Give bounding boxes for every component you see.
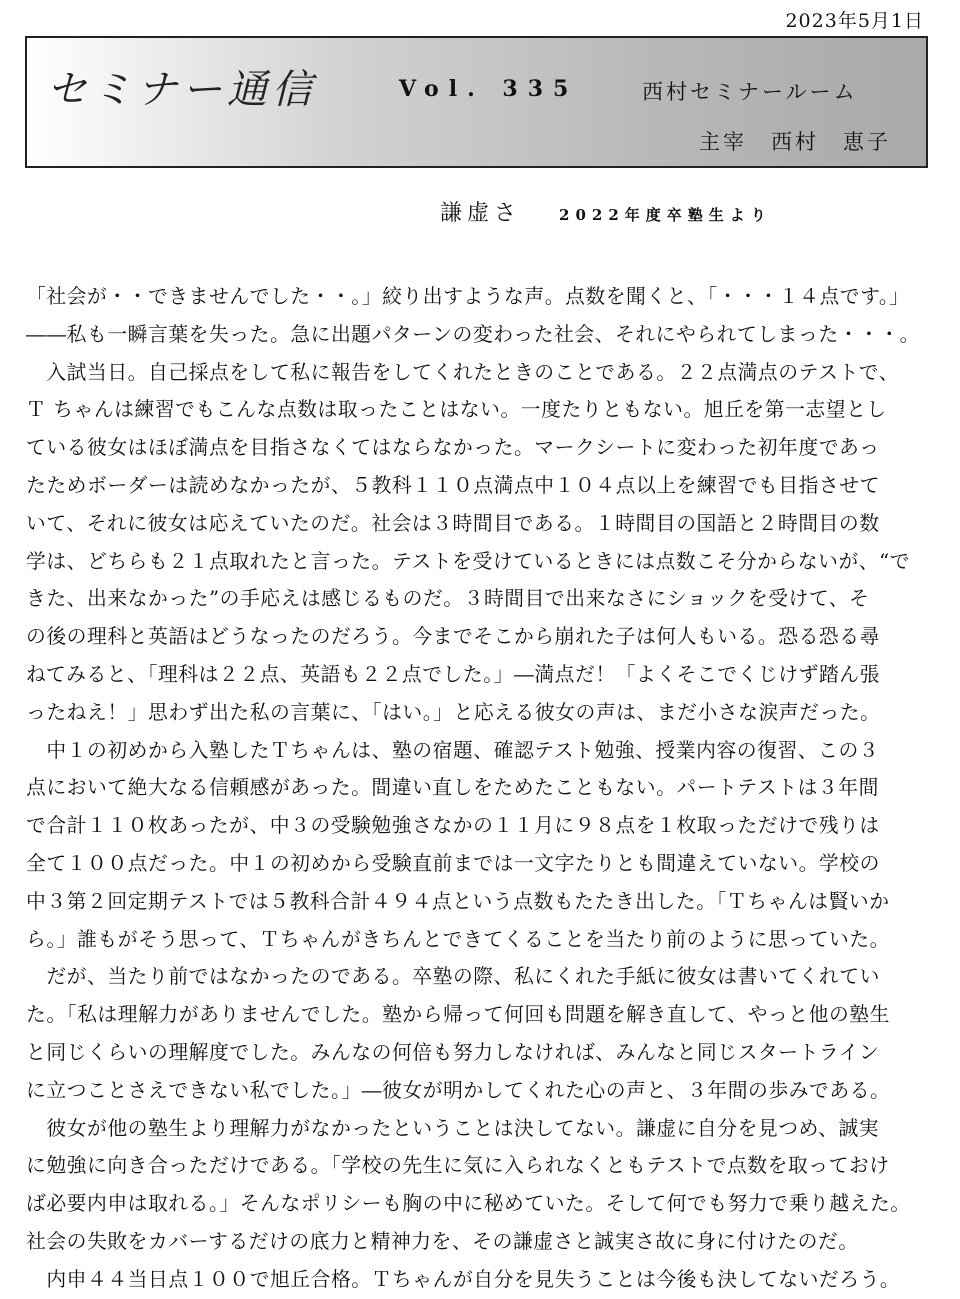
article-body <box>26 278 930 1299</box>
text-line: 中３第２回定期テストでは５教科合計４９４点という点数もたたき出した。「Ｔちゃんは賢いか <box>26 889 890 913</box>
text-line: 社会の失敗をカバーするだけの底力と精神力を、その謙虚さと誠実さ故に身に付けたのだ。 <box>26 1229 859 1253</box>
text-line: 中１の初めから入塾したＴちゃんは、塾の宿題、確認テスト勉強、授業内容の復習、この３ <box>26 738 880 762</box>
organization-name: 西村セミナールーム <box>642 80 858 104</box>
newsletter-title: セミナー通信 <box>47 67 317 113</box>
text-line: ったねえ！」思わず出た私の言葉に、「はい。」と応える彼女の声は、まだ小さな涙声だった。 <box>26 700 881 724</box>
text-line: の後の理科と英語はどうなったのだろう。今までそこから崩れた子は何人もいる。恐る恐る尋 <box>26 625 880 649</box>
text-line: で合計１１０枚あったが、中３の受験勉強さなかの１１月に９８点を１枚取っただけで残りは <box>26 814 880 838</box>
text-line: た。「私は理解力がありませんでした。塾から帰って何回も問題を解き直して、やっと他の塾生 <box>26 1003 890 1027</box>
text-line: いて、それに彼女は応えていたのだ。社会は３時間目である。１時間目の国語と２時間目の数 <box>26 511 880 535</box>
text-line: 彼女が他の塾生より理解力がなかったということは決してない。謙虚に自分を見つめ、誠実 <box>26 1116 880 1140</box>
volume-number: Vol. 335 <box>399 76 579 102</box>
text-line: きた、出来なかった”の手応えは感じるものだ。３時間目で出来なさにショックを受けて、そ <box>26 587 870 611</box>
text-line: ねてみると、「理科は２２点、英語も２２点でした。」―満点だ！「よくそこでくじけず踏ん張 <box>26 662 880 686</box>
masthead <box>25 36 928 168</box>
text-line: 点において絶大なる信頼感があった。間違い直しをためたこともない。パートテストは３年間 <box>26 776 879 800</box>
text-line: に勉強に向き合っただけである。「学校の先生に気に入られなくともテストで点数を取っておけ <box>26 1154 890 1178</box>
article-title: 謙虚さ <box>440 201 522 226</box>
text-line: 全て１００点だった。中１の初めから受験直前までは一文字たりとも間違えていない。学校の <box>26 851 880 875</box>
text-line: 入試当日。自己採点をして私に報告をしてくれたときのことである。２２点満点のテストで、 <box>26 360 900 384</box>
host-name: 主宰 西村 恵子 <box>699 130 891 154</box>
text-line: たためボーダーは読めなかったが、５教科１１０点満点中１０４点以上を練習でも目指させて <box>26 473 880 497</box>
issue-date: 2023年5月1日 <box>785 10 924 32</box>
article-subtitle: 2022年度卒塾生より <box>559 206 772 224</box>
text-line: 内申４４当日点１００で旭丘合格。Ｔちゃんが自分を見失うことは今後も決してないだろう。 <box>26 1267 901 1291</box>
text-line: Ｔ ちゃんは練習でもこんな点数は取ったことはない。一度たりともない。旭丘を第一志望とし <box>26 398 887 422</box>
text-line: だが、当たり前ではなかったのである。卒塾の際、私にくれた手紙に彼女は書いてくれてい <box>26 965 880 989</box>
text-line: ている彼女はほぼ満点を目指さなくてはならなかった。マークシートに変わった初年度であっ <box>26 436 880 460</box>
text-line: 「社会が・・できませんでした・・。」絞り出すような声。点数を聞くと、「・・・１４点です。」 <box>26 285 910 308</box>
text-line: に立つことさえできない私でした。」―彼女が明かしてくれた心の声と、３年間の歩みである。 <box>26 1078 891 1102</box>
text-line: ら。」誰もがそう思って、Ｔちゃんがきちんとできてくることを当たり前のように思っていた。 <box>26 927 890 951</box>
text-line: と同じくらいの理解度でした。みんなの何倍も努力しなければ、みんなと同じスタートライン <box>26 1040 880 1064</box>
article-heading <box>440 196 772 227</box>
text-line: ば必要内申は取れる。」そんなポリシーも胸の中に秘めていた。そして何でも努力で乗り越えた。 <box>26 1192 911 1216</box>
text-line: ――私も一瞬言葉を失った。急に出題パターンの変わった社会、それにやられてしまった・・・。 <box>26 322 920 346</box>
text-line: 学は、どちらも２１点取れたと言った。テストを受けているときには点数こそ分からないが、“で <box>26 549 911 573</box>
